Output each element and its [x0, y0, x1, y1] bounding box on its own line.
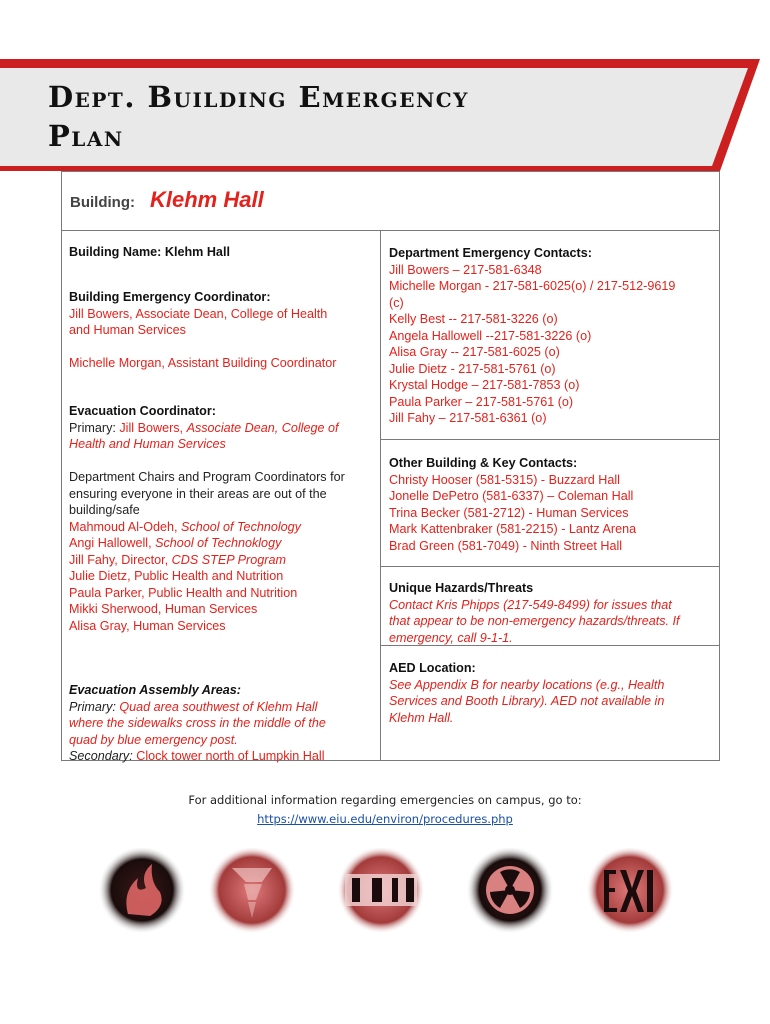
- other-contacts-label: Other Building & Key Contacts:: [389, 456, 578, 470]
- contact-line: (c): [389, 295, 404, 310]
- title-line-2: Plan: [48, 119, 124, 153]
- chair-name: Angi Hallowell,: [69, 536, 156, 550]
- primary-name: Jill Bowers,: [119, 420, 187, 435]
- building-name-line: Building Name: Klehm Hall: [69, 245, 230, 259]
- row-divider-contacts: [381, 439, 719, 440]
- assembly-primary-text: Quad area southwest of Klehm Hall: [119, 699, 318, 714]
- chair-item: Paula Parker, Public Health and Nutrition: [69, 585, 298, 600]
- assembly-primary-prefix: Primary:: [69, 699, 120, 714]
- assembly-primary: [69, 699, 326, 716]
- contact-line: Jill Fahy – 217-581-6361 (o): [389, 411, 547, 425]
- contact-line: Michelle Morgan - 217-581-6025(o) / 217-512-9619: [389, 279, 676, 293]
- exit-icon: [586, 848, 674, 934]
- assembly-secondary: [69, 748, 326, 765]
- chairs-intro: ensuring everyone in their areas are out of the: [69, 486, 327, 501]
- hazard-icons: [0, 848, 770, 938]
- contact-line: Julie Dietz - 217-581-5761 (o): [389, 361, 556, 376]
- chair-item: Alisa Gray, Human Services: [69, 618, 226, 633]
- police-icon: [337, 848, 425, 934]
- procedures-link[interactable]: https://www.eiu.edu/environ/procedures.php: [257, 812, 513, 826]
- chair-unit: School of Technology: [181, 519, 301, 534]
- plan-table: [61, 171, 720, 761]
- chair-item: [69, 535, 345, 552]
- other-contacts-block: [389, 455, 636, 554]
- row-divider-other: [381, 566, 719, 567]
- building-label: Building:: [70, 194, 135, 211]
- contact-line: Alisa Gray -- 217-581-6025 (o): [389, 345, 560, 359]
- aed-line: Services and Booth Library). AED not available in: [389, 694, 665, 708]
- chairs-intro: building/safe: [69, 503, 140, 517]
- primary-title: Associate Dean, College of: [186, 420, 339, 435]
- hazards-line: that appear to be non-emergency hazards/threats. If: [389, 614, 680, 628]
- chair-unit: School of Technoklogy: [155, 536, 282, 550]
- department-contacts-block: [389, 245, 675, 427]
- other-contact-line: Christy Hooser (581-5315) - Buzzard Hall: [389, 472, 620, 487]
- primary-title-cont: Health and Human Services: [69, 437, 226, 451]
- primary-prefix: Primary:: [69, 420, 120, 435]
- department-contacts-label: Department Emergency Contacts:: [389, 246, 592, 260]
- assembly-block: [69, 682, 326, 765]
- evacuation-coordinator-block: [69, 403, 338, 453]
- assembly-secondary-prefix: Secondary:: [69, 749, 137, 763]
- building-name: Klehm Hall: [150, 187, 264, 212]
- other-contact-line: Jonelle DePetro (581-6337) – Coleman Hall: [389, 489, 634, 503]
- hazards-line: Contact Kris Phipps (217-549-8499) for issues that: [389, 597, 672, 612]
- coordinator-label: Building Emergency Coordinator:: [69, 290, 271, 304]
- contact-line: Paula Parker – 217-581-5761 (o): [389, 394, 574, 409]
- hazards-block: [389, 580, 680, 646]
- chairs-intro: Department Chairs and Program Coordinators for: [69, 470, 345, 484]
- evacuation-coordinator-label: Evacuation Coordinator:: [69, 404, 216, 418]
- coordinator-line: and Human Services: [69, 323, 186, 337]
- building-name-block: [69, 244, 230, 261]
- aed-line: See Appendix B for nearby locations (e.g., Health: [389, 677, 665, 692]
- hazards-line: emergency, call 9-1-1.: [389, 630, 513, 645]
- assistant-coordinator: Michelle Morgan, Assistant Building Coordinator: [69, 356, 337, 370]
- aed-block: [389, 660, 664, 726]
- chair-unit: CDS STEP Program: [171, 552, 286, 567]
- assembly-primary-text: where the sidewalks cross in the middle of the: [69, 716, 326, 730]
- title-line-1: Dept. Building Emergency: [48, 80, 469, 114]
- other-contact-line: Mark Kattenbraker (581-2215) - Lantz Arena: [389, 522, 637, 536]
- hazards-label: Unique Hazards/Threats: [389, 581, 534, 595]
- assembly-label: Evacuation Assembly Areas:: [69, 683, 241, 697]
- page-title: [48, 78, 469, 156]
- column-divider: [380, 230, 381, 760]
- evacuation-primary-line: [69, 420, 338, 437]
- chair-item: [69, 519, 345, 536]
- contact-line: Jill Bowers – 217-581-6348: [389, 262, 542, 277]
- footer-text: For additional information regarding emergencies on campus, go to:: [188, 793, 582, 807]
- assembly-secondary-text: Clock tower north of Lumpkin Hall: [136, 749, 325, 763]
- aed-line: Klehm Hall.: [389, 710, 454, 725]
- contact-line: Krystal Hodge – 217-581-7853 (o): [389, 378, 580, 392]
- contact-line: Kelly Best -- 217-581-3226 (o): [389, 312, 558, 326]
- radiation-icon: [466, 848, 554, 934]
- building-row: [62, 172, 719, 231]
- chair-item: [69, 552, 345, 569]
- chair-name: Mahmoud Al-Odeh,: [69, 519, 182, 534]
- assembly-primary-text: quad by blue emergency post.: [69, 732, 238, 747]
- chair-item: Mikki Sherwood, Human Services: [69, 602, 258, 616]
- other-contact-line: Brad Green (581-7049) - Ninth Street Hall: [389, 538, 623, 553]
- chairs-block: [69, 469, 345, 634]
- aed-label: AED Location:: [389, 661, 476, 675]
- tornado-icon: [208, 848, 296, 934]
- other-contact-line: Trina Becker (581-2712) - Human Services: [389, 505, 629, 520]
- fire-icon: [98, 848, 186, 934]
- coordinator-line: Jill Bowers, Associate Dean, College of Health: [69, 306, 328, 321]
- assistant-block: [69, 355, 336, 372]
- chair-item: Julie Dietz, Public Health and Nutrition: [69, 569, 284, 583]
- contact-line: Angela Hallowell --217-581-3226 (o): [389, 328, 592, 343]
- coordinator-block: [69, 289, 327, 339]
- chair-name: Jill Fahy, Director,: [69, 552, 172, 567]
